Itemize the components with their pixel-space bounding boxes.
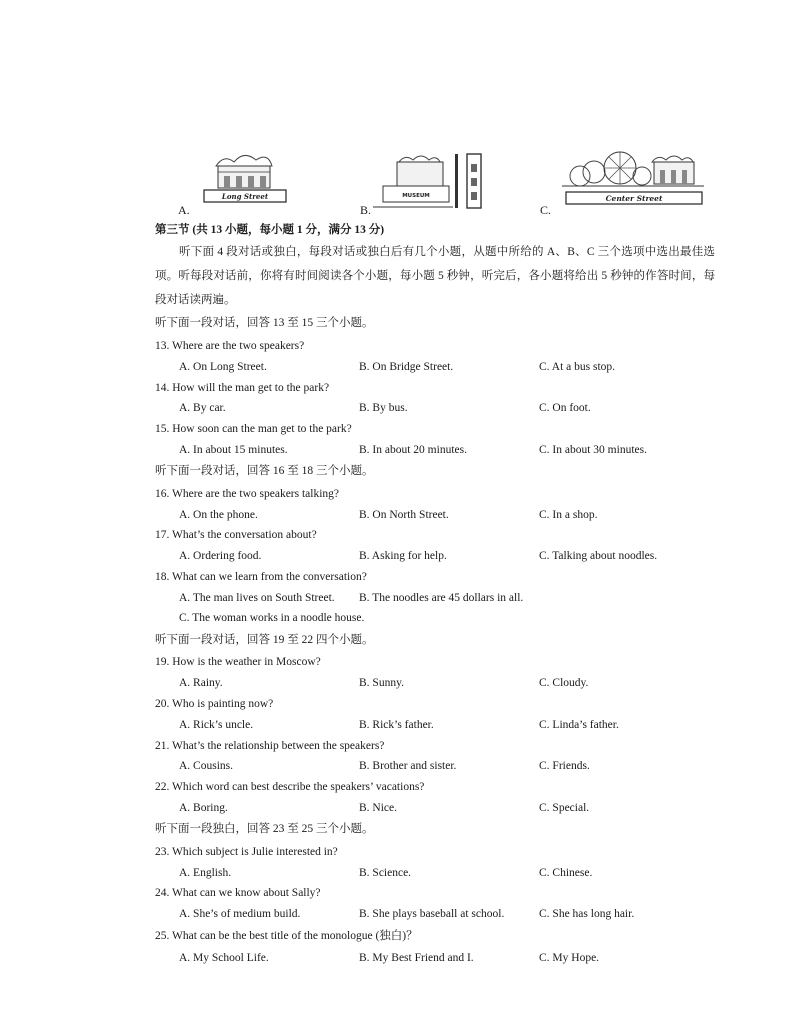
option-23-b: B. Science. (359, 867, 412, 879)
option-18-c: C. The woman works in a noodle house. (179, 612, 365, 624)
option-14-a: A. By car. (179, 402, 226, 414)
option-23-c: C. Chinese. (539, 867, 593, 879)
museum-picture (373, 152, 488, 210)
question-17: 17. What’s the conversation about? (155, 529, 317, 541)
question-24: 24. What can we know about Sally? (155, 887, 321, 899)
question-19: 19. How is the weather in Moscow? (155, 656, 321, 668)
option-22-a: A. Boring. (179, 802, 228, 814)
option-22-c: C. Special. (539, 802, 590, 814)
question-21: 21. What’s the relationship between the speakers? (155, 740, 385, 752)
option-22-b: B. Nice. (359, 802, 398, 814)
option-15-b: B. In about 20 minutes. (359, 444, 467, 456)
question-25: 25. What can be the best title of the monologue (独白)？ (155, 930, 418, 942)
long-street-sign-text: Long Street (221, 192, 269, 201)
option-25-a: A. My School Life. (179, 952, 269, 964)
option-21-a: A. Cousins. (179, 760, 233, 772)
option-19-b: B. Sunny. (359, 677, 404, 689)
option-14-c: C. On foot. (539, 402, 591, 414)
option-15-c: C. In about 30 minutes. (539, 444, 647, 456)
section-instructions: 听下面 4 段对话或独白，每段对话或独白后有几个小题，从题中所给的 A、B、C 三个选项中选出最佳选项。听每段对话前，你将有时间阅读各个小题，每小题 5 秒钟，听完后，各小题将给出 5 秒钟的作答时间，每段对话读两遍。 (155, 246, 715, 306)
option-13-a: A. On Long Street. (179, 361, 267, 373)
option-20-c: C. Linda’s father. (539, 719, 619, 731)
option-24-b: B. She plays baseball at school. (359, 908, 505, 920)
group-instruction-3: 听下面一段对话，回答 19 至 22 四个小题。 (155, 634, 374, 646)
picture-options (0, 148, 794, 218)
picture-option-b-label: B. (360, 203, 372, 217)
option-14-b: B. By bus. (359, 402, 408, 414)
option-16-a: A. On the phone. (179, 509, 258, 521)
question-23: 23. Which subject is Julie interested in? (155, 846, 338, 858)
option-20-a: A. Rick’s uncle. (179, 719, 254, 731)
section-title: 第三节 (共 13 小题，每小题 1 分，满分 13 分) (155, 224, 385, 236)
option-24-a: A. She’s of medium build. (179, 908, 301, 920)
museum-sign-text: MUSEUM (402, 193, 430, 199)
question-16: 16. Where are the two speakers talking? (155, 488, 340, 500)
group-instruction-4: 听下面一段独白，回答 23 至 25 三个小题。 (155, 823, 374, 835)
option-17-a: A. Ordering food. (179, 550, 262, 562)
option-23-a: A. English. (179, 867, 232, 879)
picture-option-a-label: A. (178, 203, 190, 217)
option-17-b: B. Asking for help. (359, 550, 447, 562)
question-13: 13. Where are the two speakers? (155, 340, 305, 352)
option-19-a: A. Rainy. (179, 677, 223, 689)
option-13-b: B. On Bridge Street. (359, 361, 454, 373)
option-21-b: B. Brother and sister. (359, 760, 457, 772)
group-instruction-2: 听下面一段对话，回答 16 至 18 三个小题。 (155, 465, 374, 477)
option-13-c: C. At a bus stop. (539, 361, 616, 373)
question-22: 22. Which word can best describe the speakers’ vacations? (155, 781, 425, 793)
question-18: 18. What can we learn from the conversation? (155, 571, 367, 583)
option-18-a: A. The man lives on South Street. (179, 592, 335, 604)
question-20: 20. Who is painting now? (155, 698, 274, 710)
long-street-building-picture (196, 152, 291, 208)
center-street-picture (558, 148, 708, 212)
option-17-c: C. Talking about noodles. (539, 550, 658, 562)
question-14: 14. How will the man get to the park? (155, 382, 330, 394)
option-20-b: B. Rick’s father. (359, 719, 434, 731)
group-instruction-1: 听下面一段对话，回答 13 至 15 三个小题。 (155, 317, 374, 329)
option-16-b: B. On North Street. (359, 509, 449, 521)
picture-option-c-label: C. (540, 203, 552, 217)
option-21-c: C. Friends. (539, 760, 590, 772)
question-15: 15. How soon can the man get to the park? (155, 423, 352, 435)
option-24-c: C. She has long hair. (539, 908, 635, 920)
option-16-c: C. In a shop. (539, 509, 598, 521)
center-street-sign-text: Center Street (605, 194, 663, 203)
option-19-c: C. Cloudy. (539, 677, 589, 689)
option-25-c: C. My Hope. (539, 952, 600, 964)
option-15-a: A. In about 15 minutes. (179, 444, 288, 456)
option-25-b: B. My Best Friend and I. (359, 952, 474, 964)
option-18-b: B. The noodles are 45 dollars in all. (359, 592, 524, 604)
